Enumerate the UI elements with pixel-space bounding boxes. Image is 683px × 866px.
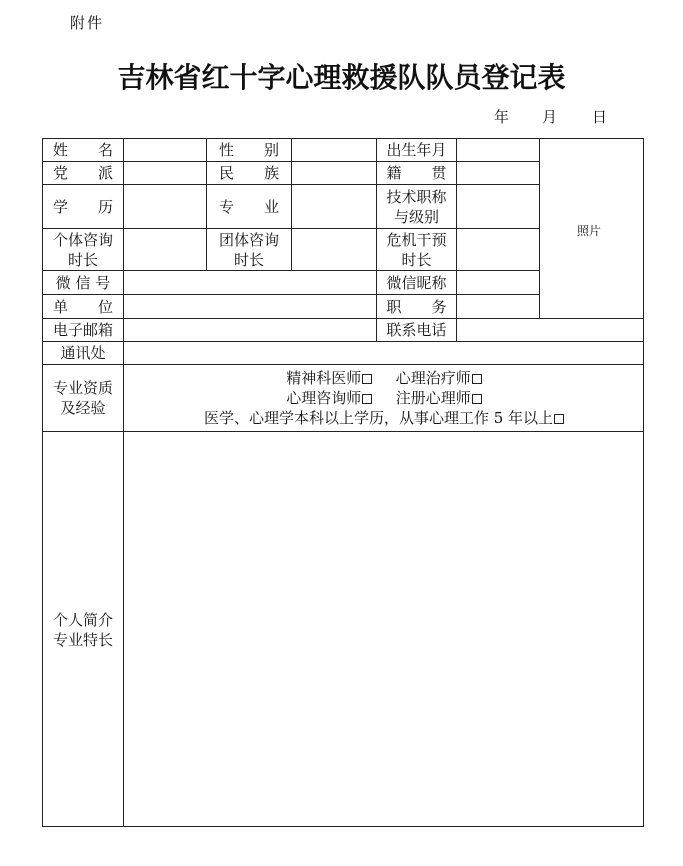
form-title: 吉林省红十字心理救援队队员登记表 <box>117 61 566 94</box>
psychiatrist-checkbox[interactable] <box>362 374 372 384</box>
name-field[interactable] <box>123 138 206 161</box>
major-field[interactable] <box>291 184 376 228</box>
education-label: 学 历 <box>42 184 123 228</box>
title-field[interactable] <box>456 184 539 228</box>
qualification-line-3 <box>204 408 564 428</box>
photo-box[interactable] <box>539 138 644 318</box>
degree-option-label: 医学、心理学本科以上学历，从事心理工作 5 年以上 <box>203 409 554 427</box>
native-label: 籍 贯 <box>376 161 456 184</box>
date-month-label: 月 <box>542 108 558 126</box>
ethnicity-field[interactable] <box>291 161 376 184</box>
unit-field[interactable] <box>123 294 376 318</box>
therapist-option-label: 心理治疗师 <box>395 369 471 387</box>
phone-label: 联系电话 <box>376 318 456 341</box>
date-day-label: 日 <box>592 108 608 126</box>
degree-checkbox[interactable] <box>554 414 564 424</box>
wechat-nick-label: 微信昵称 <box>376 270 456 294</box>
major-label: 专 业 <box>206 184 291 228</box>
wechat-label: 微 信 号 <box>42 270 123 294</box>
name-label: 姓 名 <box>42 138 123 161</box>
group-hours-field[interactable] <box>291 228 376 270</box>
registered-option-label: 注册心理师 <box>395 389 471 407</box>
address-label: 通讯处 <box>42 341 123 364</box>
title-label: 技术职称 与级别 <box>376 184 456 228</box>
therapist-checkbox[interactable] <box>472 374 482 384</box>
wechat-nick-field[interactable] <box>456 270 539 294</box>
photo-label: 照片 <box>577 224 602 238</box>
qualification-options <box>123 364 644 431</box>
crisis-hours-field[interactable] <box>456 228 539 270</box>
individual-hours-field[interactable] <box>123 228 206 270</box>
gender-label: 性 别 <box>206 138 291 161</box>
qualification-line-1 <box>286 368 482 388</box>
party-label: 党 派 <box>42 161 123 184</box>
native-field[interactable] <box>456 161 539 184</box>
email-field[interactable] <box>123 318 376 341</box>
registration-form <box>42 138 644 827</box>
birth-field[interactable] <box>456 138 539 161</box>
gender-field[interactable] <box>291 138 376 161</box>
individual-hours-label: 个体咨询 时长 <box>42 228 123 270</box>
birth-label: 出生年月 <box>376 138 456 161</box>
wechat-field[interactable] <box>123 270 376 294</box>
profile-field[interactable] <box>123 431 644 827</box>
ethnicity-label: 民 族 <box>206 161 291 184</box>
qualification-label: 专业资质 及经验 <box>42 364 123 431</box>
crisis-hours-label: 危机干预 时长 <box>376 228 456 270</box>
profile-label: 个人简介 专业特长 <box>42 431 123 827</box>
registered-checkbox[interactable] <box>472 394 482 404</box>
party-field[interactable] <box>123 161 206 184</box>
unit-label: 单 位 <box>42 294 123 318</box>
email-label: 电子邮箱 <box>42 318 123 341</box>
qualification-line-2 <box>286 388 482 408</box>
psychiatrist-option-label: 精神科医师 <box>286 369 362 387</box>
education-field[interactable] <box>123 184 206 228</box>
address-field[interactable] <box>123 341 644 364</box>
counselor-checkbox[interactable] <box>362 394 372 404</box>
position-field[interactable] <box>456 294 539 318</box>
attachment-label: 附件 <box>70 14 105 32</box>
group-hours-label: 团体咨询 时长 <box>206 228 291 270</box>
date-year-label: 年 <box>494 108 510 126</box>
phone-field[interactable] <box>456 318 644 341</box>
position-label: 职 务 <box>376 294 456 318</box>
counselor-option-label: 心理咨询师 <box>286 389 362 407</box>
